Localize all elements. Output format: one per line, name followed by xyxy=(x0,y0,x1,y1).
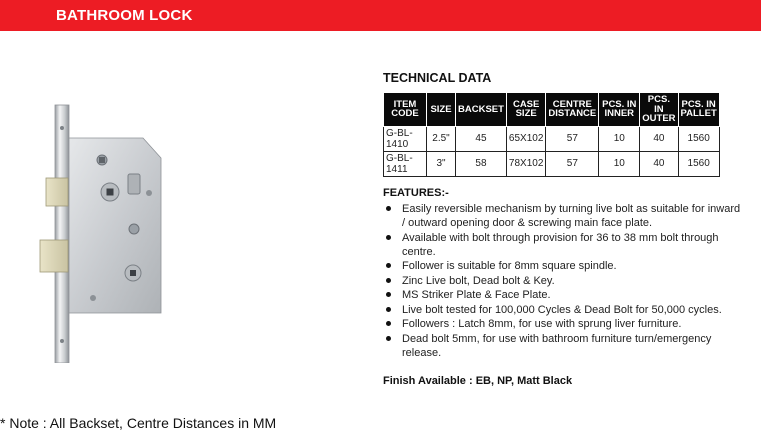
table-cell: G-BL-1411 xyxy=(384,151,427,176)
table-cell: 57 xyxy=(546,126,599,151)
list-item: Live bolt tested for 100,000 Cycles & Dead Bolt for 50,000 cycles. xyxy=(383,303,743,317)
page-title: BATHROOM LOCK xyxy=(56,7,193,24)
column-header: ITEM CODE xyxy=(384,93,427,127)
table-row xyxy=(384,126,720,151)
features-title: FEATURES:- xyxy=(383,187,449,199)
mortise-lock-illustration xyxy=(38,98,188,363)
table-header-row xyxy=(384,93,720,127)
table-cell: 45 xyxy=(456,126,507,151)
table-cell: 3" xyxy=(427,151,456,176)
table-cell: 65X102 xyxy=(506,126,545,151)
footnote: * Note : All Backset, Centre Distances in MM xyxy=(0,415,277,431)
table-cell: 40 xyxy=(640,126,678,151)
table-cell: 58 xyxy=(456,151,507,176)
column-header: PCS. IN PALLET xyxy=(678,93,719,127)
technical-data-table xyxy=(383,92,720,177)
column-header: BACKSET xyxy=(456,93,507,127)
column-header: PCS. IN INNER xyxy=(599,93,640,127)
column-header: CENTRE DISTANCE xyxy=(546,93,599,127)
table-cell: 1560 xyxy=(678,126,719,151)
product-image xyxy=(38,98,188,363)
features-list xyxy=(383,202,743,360)
table-cell: 10 xyxy=(599,151,640,176)
table-cell: 10 xyxy=(599,126,640,151)
list-item: Easily reversible mechanism by turning live bolt as suitable for inward / outward opening door & screwing main face plate. xyxy=(383,202,743,230)
list-item: MS Striker Plate & Face Plate. xyxy=(383,288,743,302)
header-bar xyxy=(0,0,761,31)
list-item: Followers : Latch 8mm, for use with sprung liver furniture. xyxy=(383,317,743,331)
list-item: Available with bolt through provision for 36 to 38 mm bolt through centre. xyxy=(383,231,743,259)
table-row xyxy=(384,151,720,176)
column-header: SIZE xyxy=(427,93,456,127)
list-item: Zinc Live bolt, Dead bolt & Key. xyxy=(383,274,743,288)
technical-data-title: TECHNICAL DATA xyxy=(383,71,492,85)
finish-available: Finish Available : EB, NP, Matt Black xyxy=(383,375,573,387)
table-cell: G-BL-1410 xyxy=(384,126,427,151)
table-cell: 40 xyxy=(640,151,678,176)
table-cell: 1560 xyxy=(678,151,719,176)
list-item: Dead bolt 5mm, for use with bathroom furniture turn/emergency release. xyxy=(383,332,743,360)
column-header: CASE SIZE xyxy=(506,93,545,127)
table-cell: 78X102 xyxy=(506,151,545,176)
table-cell: 2.5" xyxy=(427,126,456,151)
table-cell: 57 xyxy=(546,151,599,176)
list-item: Follower is suitable for 8mm square spindle. xyxy=(383,259,743,273)
column-header: PCS. IN OUTER xyxy=(640,93,678,127)
